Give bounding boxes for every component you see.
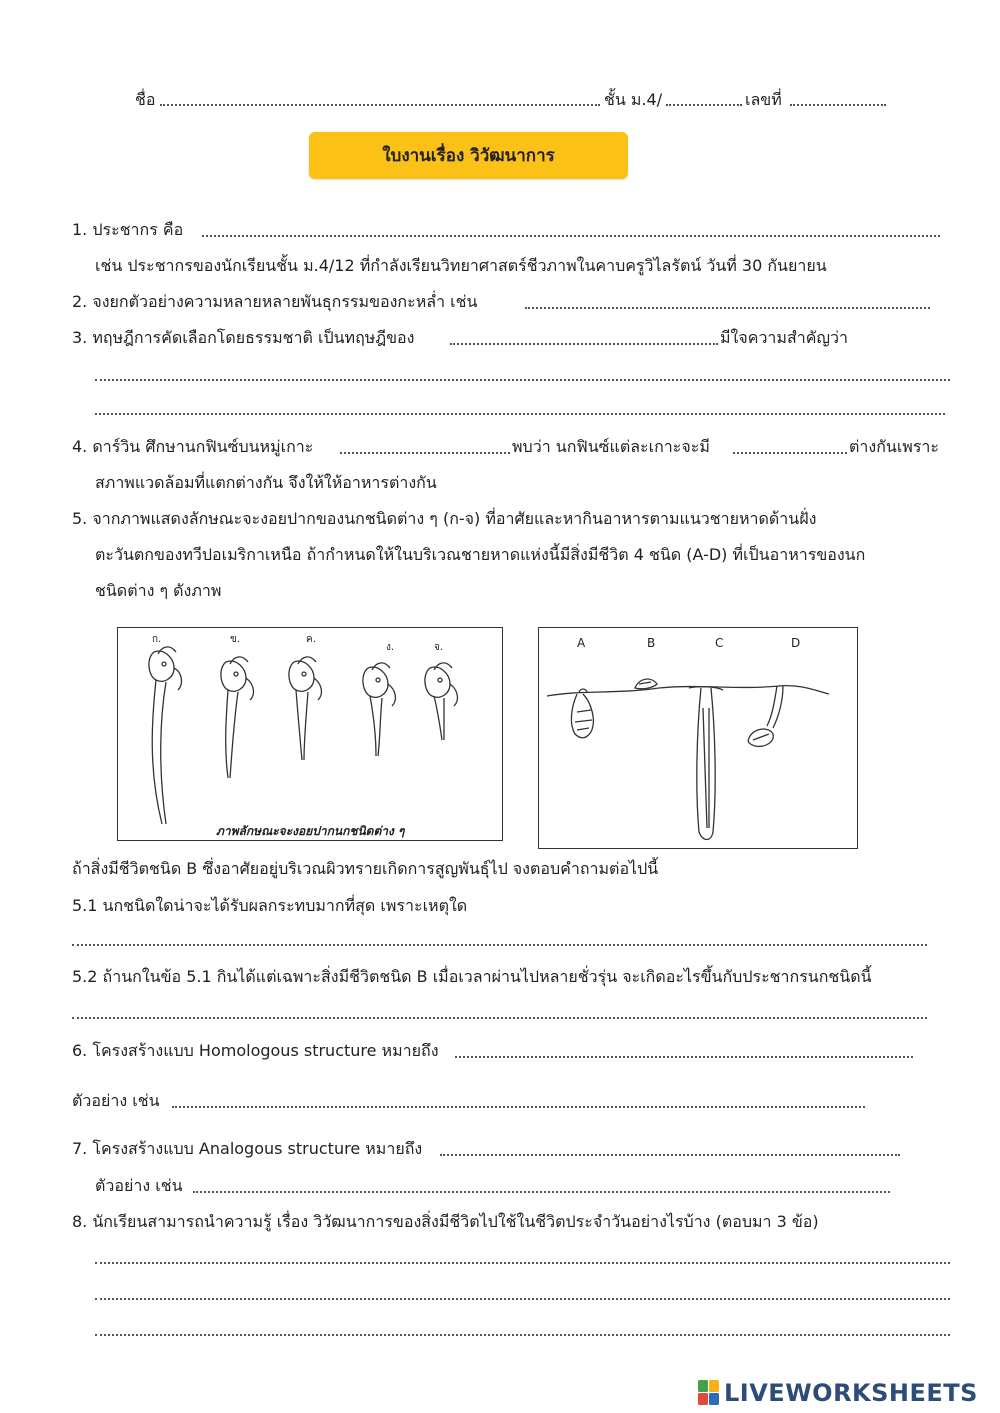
bird-head-cho	[425, 663, 458, 740]
q6-label: 6. โครงสร้างแบบ Homologous structure หมายถึง	[72, 1041, 439, 1060]
q5-line-2: ตะวันตกของทวีปอเมริกาเหนือ ถ้ากำหนดให้ในบริเวณชายหาดแห่งนี้มีสิ่งมีชีวิต 4 ชนิด (A-D) ที่เป็นอาหารของนก	[95, 545, 866, 564]
organism-label-d: D	[791, 636, 801, 650]
q1-answer[interactable]	[202, 235, 940, 237]
q6-example-answer[interactable]	[172, 1106, 865, 1108]
beak-label-kho: ข.	[230, 634, 241, 645]
q7-answer[interactable]	[440, 1154, 900, 1156]
organism-b	[635, 679, 657, 689]
beak-label-cho: จ.	[434, 642, 444, 653]
bird-head-kho	[221, 657, 254, 778]
q5-line-1: 5. จากภาพแสดงลักษณะจะงอยปากของนกชนิดต่าง ๆ (ก-จ) ที่อาศัยและหากินอาหารตามแนวชายหาดด้านฝั่ง	[72, 509, 817, 528]
q8-answer-line-1[interactable]	[95, 1262, 950, 1264]
organism-label-a: A	[577, 636, 586, 650]
class-field[interactable]	[666, 104, 742, 106]
organism-d	[748, 686, 783, 746]
beak-figure-caption: ภาพลักษณะจะงอยปากนกชนิดต่าง ๆ	[216, 824, 405, 838]
number-field[interactable]	[790, 104, 886, 106]
organism-label-b: B	[647, 636, 656, 650]
bird-beaks-drawing	[118, 628, 502, 840]
name-label: ชื่อ	[135, 90, 156, 109]
bird-head-kho-khwai	[289, 657, 322, 760]
q4-label-b: พบว่า นกฟินซ์แต่ละเกาะจะมี	[512, 437, 710, 456]
beak-label-kho-khwai: ค.	[306, 634, 316, 645]
sand-surface-line	[547, 686, 829, 696]
q5-2-answer[interactable]	[72, 1017, 927, 1019]
liveworksheets-logo-text: LIVEWORKSHEETS	[724, 1379, 978, 1407]
bird-beaks-figure	[117, 627, 503, 841]
organism-a	[571, 689, 593, 738]
organism-c	[689, 687, 723, 840]
q4-island-answer[interactable]	[340, 452, 510, 454]
q7-label: 7. โครงสร้างแบบ Analogous structure หมายถึง	[72, 1139, 423, 1158]
q5-2-label: 5.2 ถ้านกในข้อ 5.1 กินได้แต่เฉพาะสิ่งมีชีวิตชนิด B เมื่อเวลาผ่านไปหลายชั่วรุ่น จะเกิดอะไรขึ้นกับประชากรนกชนิดนี้	[72, 967, 872, 986]
q1-label: 1. ประชากร คือ	[72, 220, 184, 239]
liveworksheets-logo[interactable]	[698, 1379, 978, 1407]
q3-theory-answer[interactable]	[450, 343, 718, 345]
q4-label: 4. ดาร์วิน ศึกษานกฟินซ์บนหมู่เกาะ	[72, 437, 314, 456]
worksheet-title: ใบงานเรื่อง วิวัฒนาการ	[309, 132, 628, 179]
organism-label-c: C	[715, 636, 724, 650]
q3-answer-line-2[interactable]	[95, 413, 945, 415]
organisms-figure	[538, 627, 858, 849]
beak-label-ka: ก.	[152, 634, 162, 645]
q6-answer[interactable]	[455, 1056, 913, 1058]
q6-example-label: ตัวอย่าง เช่น	[72, 1091, 160, 1110]
bird-head-ka	[149, 647, 182, 824]
q8-label: 8. นักเรียนสามารถนำความรู้ เรื่อง วิวัฒนาการของสิ่งมีชีวิตไปใช้ในชีวิตประจำวันอย่างไรบ้าง (ตอบมา 3 ข้อ)	[72, 1212, 819, 1231]
q8-answer-line-2[interactable]	[95, 1298, 950, 1300]
q3-label: 3. ทฤษฎีการคัดเลือกโดยธรรมชาติ เป็นทฤษฎีของ	[72, 328, 415, 347]
name-field[interactable]	[160, 104, 600, 106]
q7-example-answer[interactable]	[193, 1191, 890, 1193]
q7-example-label: ตัวอย่าง เช่น	[95, 1176, 183, 1195]
liveworksheets-logo-icon	[698, 1380, 720, 1406]
q4-label-d: สภาพแวดล้อมที่แตกต่างกัน จึงให้ให้อาหารต่างกัน	[95, 473, 437, 492]
q3-answer-line-1[interactable]	[95, 379, 950, 381]
q2-answer[interactable]	[525, 307, 930, 309]
q5-condition: ถ้าสิ่งมีชีวิตชนิด B ซึ่งอาศัยอยู่บริเวณผิวทรายเกิดการสูญพันธุ์ไป จงตอบคำถามต่อไปนี้	[72, 859, 659, 878]
class-label: ชั้น ม.4/	[604, 90, 663, 109]
q8-answer-line-3[interactable]	[95, 1334, 950, 1336]
q5-1-label: 5.1 นกชนิดใดน่าจะได้รับผลกระทบมากที่สุด เพราะเหตุใด	[72, 896, 468, 915]
q5-1-answer[interactable]	[72, 944, 927, 946]
bird-head-ngo	[363, 663, 396, 756]
organisms-drawing	[539, 628, 857, 848]
q2-label: 2. จงยกตัวอย่างความหลายหลายพันธุกรรมของกะหล่ำ เช่น	[72, 292, 478, 311]
beak-label-ngo: ง.	[386, 642, 395, 653]
q4-trait-answer[interactable]	[733, 452, 847, 454]
q3-label-b: มีใจความสำคัญว่า	[720, 328, 849, 347]
q5-line-3: ชนิดต่าง ๆ ดังภาพ	[95, 581, 222, 600]
q1-example: เช่น ประชากรของนักเรียนชั้น ม.4/12 ที่กำลังเรียนวิทยาศาสตร์ชีวภาพในคาบครูวิไลรัตน์ วันที่ 30 กันยายน	[95, 256, 827, 275]
number-label: เลขที่	[745, 90, 782, 109]
q4-label-c: ต่างกันเพราะ	[849, 437, 939, 456]
